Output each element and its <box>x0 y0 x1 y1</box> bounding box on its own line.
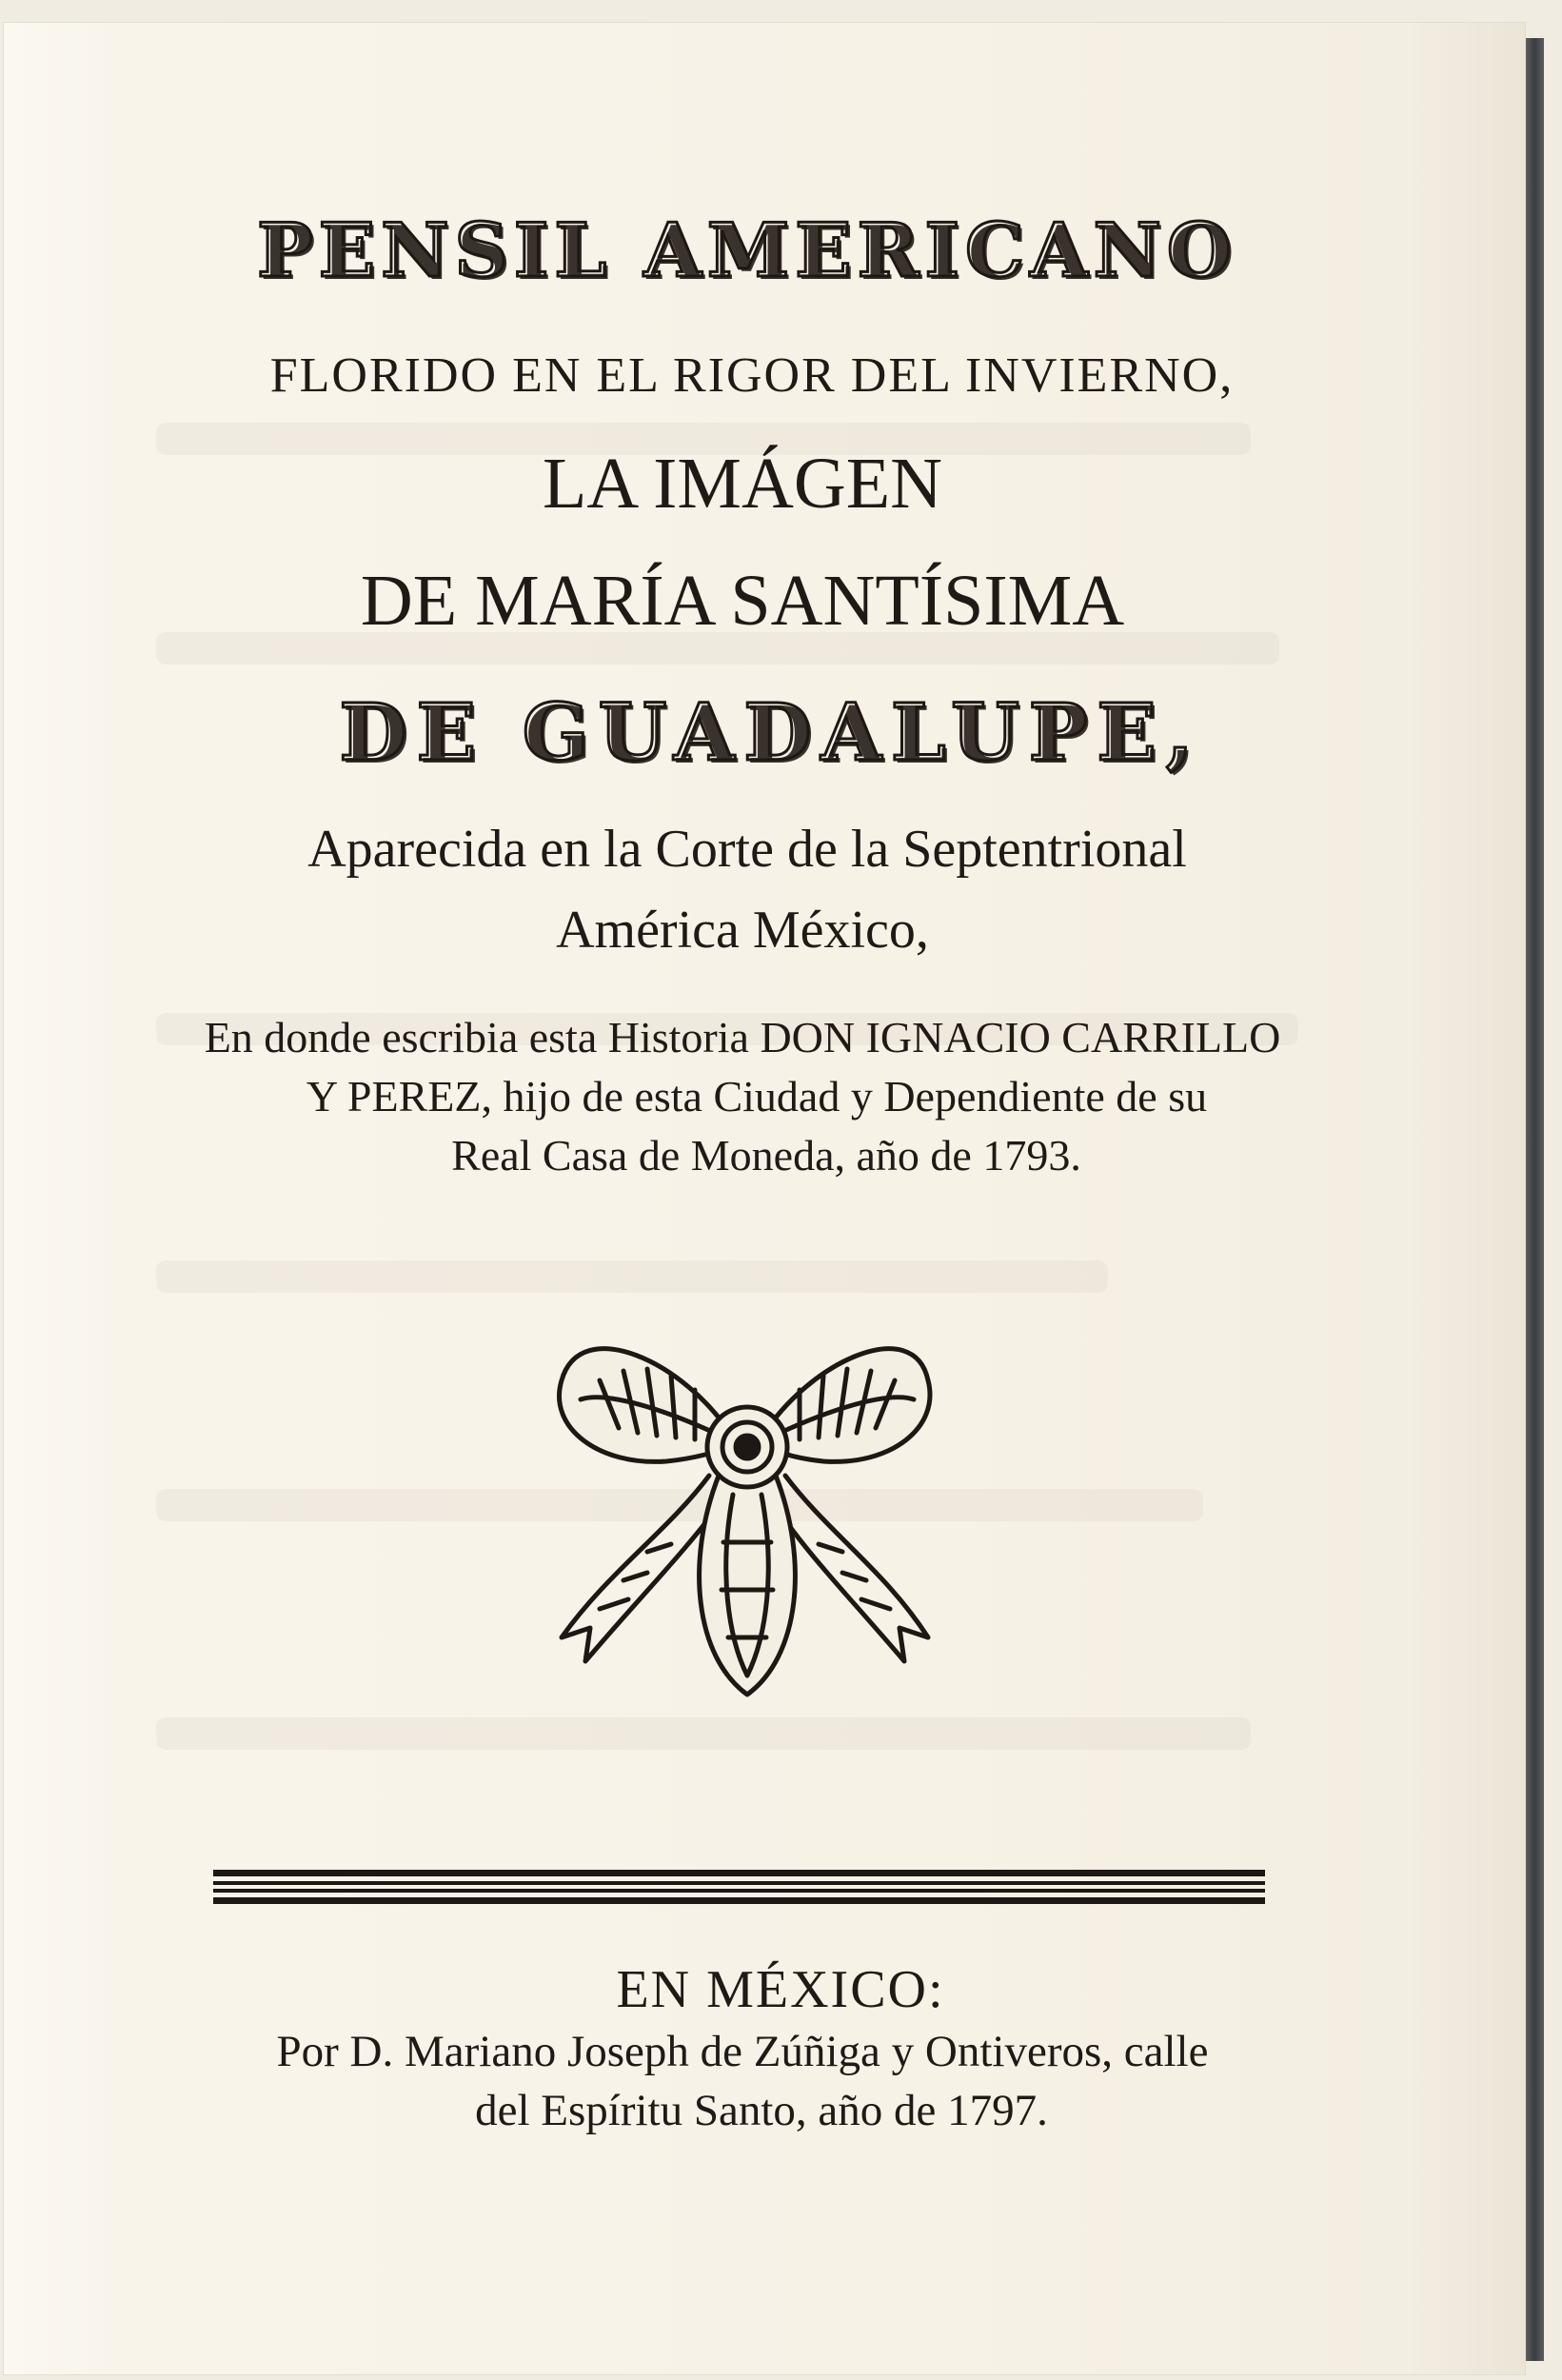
subtitle-line-2: LA IMÁGEN <box>542 444 943 524</box>
imprint-place: EN MÉXICO: <box>616 1960 945 2019</box>
show-through-line <box>156 1260 1108 1293</box>
double-rule-divider <box>213 1868 1265 1906</box>
imprint-printer: Por D. Mariano Joseph de Zúñiga y Ontiveros, calle <box>276 2027 1209 2076</box>
author-line-2: Y PEREZ, hijo de esta Ciudad y Dependiente de su <box>306 1072 1208 1121</box>
subtitle-line-1: FLORIDO EN EL RIGOR DEL INVIERNO, <box>269 348 1235 403</box>
apparition-line-1: Aparecida en la Corte de la Septentrional <box>307 820 1187 879</box>
imprint-address: del Espíritu Santo, año de 1797. <box>475 2086 1048 2135</box>
subtitle-line-4: DE GUADALUPE, <box>339 687 1203 779</box>
author-line-1: En donde escribia esta Historia DON IGNACIO CARRILLO <box>204 1013 1281 1061</box>
ribbon-bow-icon <box>543 1323 942 1704</box>
apparition-line-2: América México, <box>556 901 929 960</box>
page-title: PENSIL AMERICANO <box>257 208 1237 294</box>
show-through-line <box>156 1717 1251 1750</box>
subtitle-line-3: DE MARÍA SANTÍSIMA <box>360 561 1125 641</box>
author-line-3: Real Casa de Moneda, año de 1793. <box>451 1131 1081 1180</box>
